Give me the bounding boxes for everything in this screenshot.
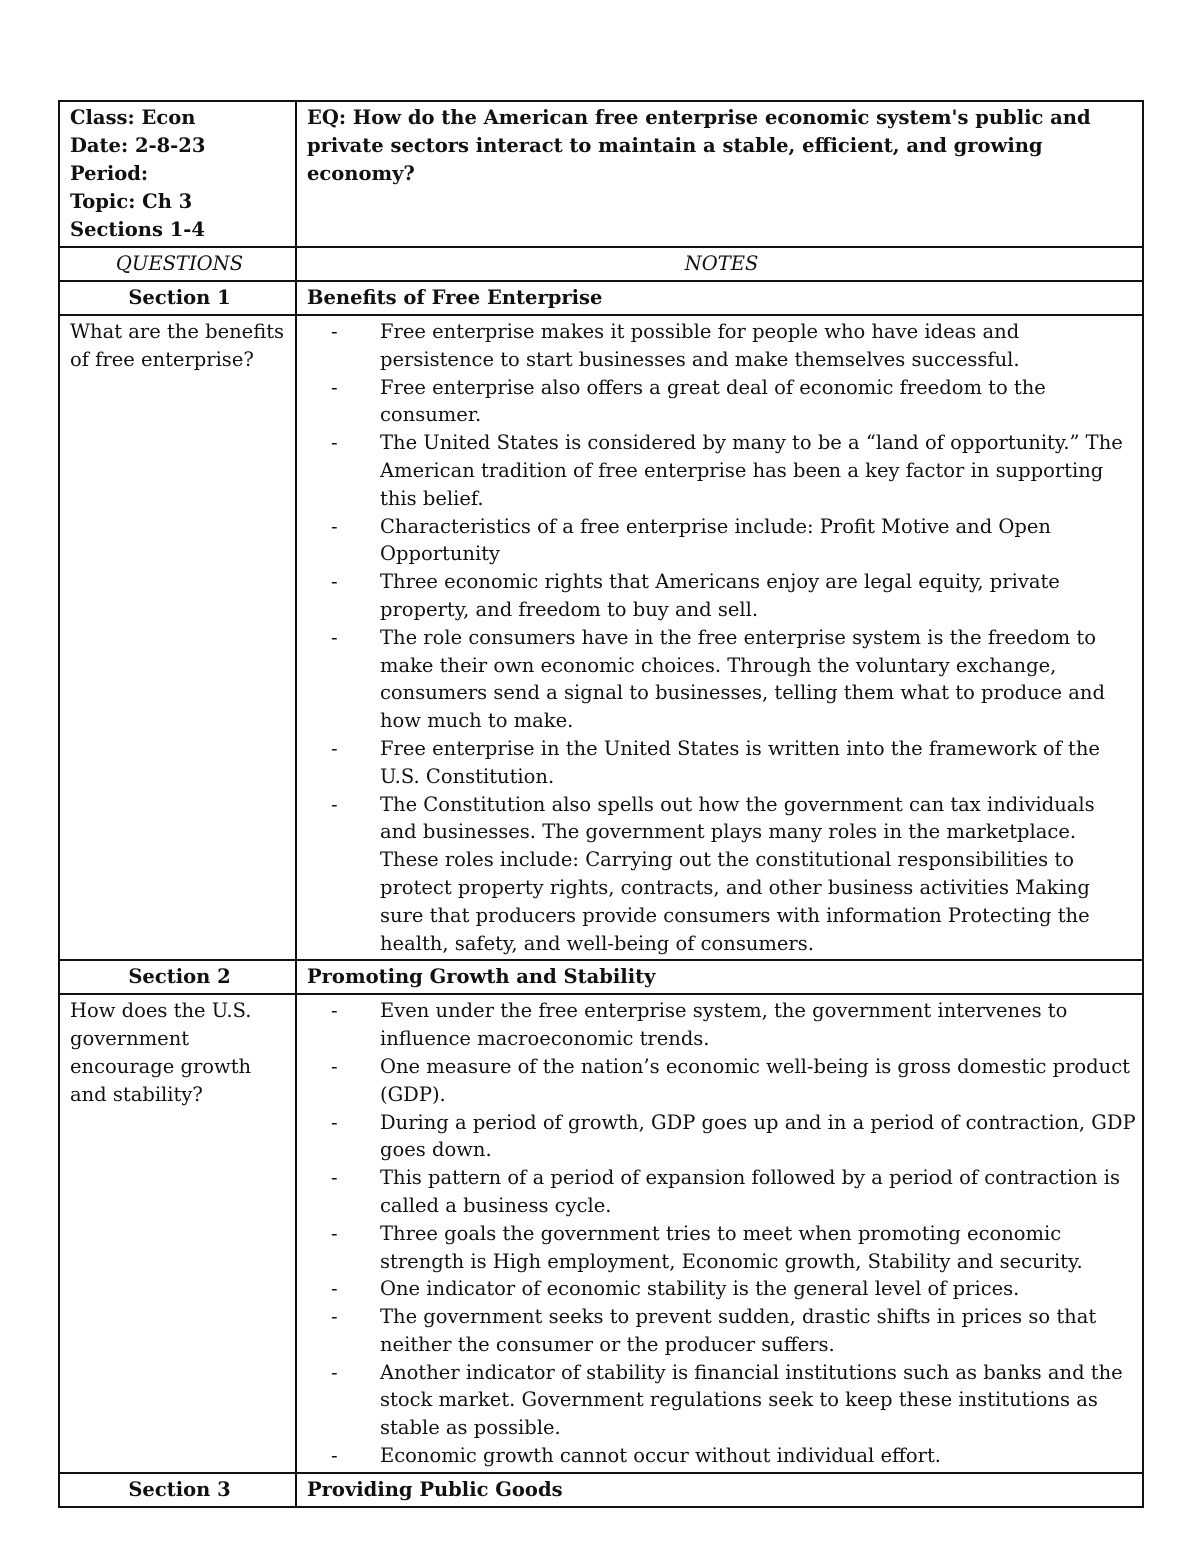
section-label: Section 3 (59, 1473, 296, 1507)
essential-question: EQ: How do the American free enterprise economic system's public and private sectors interact to maintain a stable, efficient, and growing economy? (296, 101, 1143, 247)
section-body-row (59, 994, 1143, 1473)
section-title: Promoting Growth and Stability (296, 960, 1143, 994)
note-item: - The Constitution also spells out how the government can tax individuals and businesses. The government plays many roles in the marketplace. These roles include: Carrying out the constitutional responsibilities to protect property rights, contracts, and other business activities Making sure that producers provide consumers with information Protecting the health, safety, and well-being of consumers. (331, 791, 1136, 958)
section-question: How does the U.S. government encourage growth and stability? (59, 994, 296, 1473)
note-item: - Three goals the government tries to meet when promoting economic strength is High employment, Economic growth, Stability and security. (331, 1220, 1136, 1276)
note-item: - Even under the free enterprise system, the government intervenes to influence macroeconomic trends. (331, 997, 1136, 1053)
note-item: - Free enterprise makes it possible for people who have ideas and persistence to start businesses and make themselves successful. (331, 318, 1136, 374)
header-row (59, 101, 1143, 247)
note-item: - Another indicator of stability is financial institutions such as banks and the stock market. Government regulations seek to keep these institutions as stable as possible. (331, 1359, 1136, 1442)
note-item: - Free enterprise also offers a great deal of economic freedom to the consumer. (331, 374, 1136, 430)
section-label: Section 2 (59, 960, 296, 994)
note-item: - Three economic rights that Americans enjoy are legal equity, private property, and freedom to buy and sell. (331, 568, 1136, 624)
section-label: Section 1 (59, 281, 296, 315)
note-item: - This pattern of a period of expansion followed by a period of contraction is called a business cycle. (331, 1164, 1136, 1220)
note-item: - Characteristics of a free enterprise include: Profit Motive and Open Opportunity (331, 513, 1136, 569)
section-body-row (59, 315, 1143, 960)
section-title: Benefits of Free Enterprise (296, 281, 1143, 315)
questions-column-header: QUESTIONS (59, 247, 296, 281)
class-label: Class: Econ (70, 106, 196, 129)
notes-list (307, 997, 1136, 1470)
note-item: - One measure of the nation’s economic well-being is gross domestic product (GDP). (331, 1053, 1136, 1109)
note-item: - Economic growth cannot occur without individual effort. (331, 1442, 1136, 1470)
note-item: - The government seeks to prevent sudden, drastic shifts in prices so that neither the consumer or the producer suffers. (331, 1303, 1136, 1359)
section-header-row (59, 960, 1143, 994)
note-item: - During a period of growth, GDP goes up and in a period of contraction, GDP goes down. (331, 1109, 1136, 1165)
notes-column-header: NOTES (296, 247, 1143, 281)
header-info-cell (59, 101, 296, 247)
section-notes-cell (296, 315, 1143, 960)
topic-label: Topic: Ch 3 Sections 1-4 (70, 190, 205, 241)
period-label: Period: (70, 162, 149, 185)
notes-table (58, 100, 1144, 1508)
note-item: - The United States is considered by many to be a “land of opportunity.” The American tradition of free enterprise has been a key factor in supporting this belief. (331, 429, 1136, 512)
note-item: - The role consumers have in the free enterprise system is the freedom to make their own economic choices. Through the voluntary exchange, consumers send a signal to businesses, telling them what to produce and how much to make. (331, 624, 1136, 735)
section-question: What are the benefits of free enterprise? (59, 315, 296, 960)
section-notes-cell (296, 994, 1143, 1473)
note-item: - Free enterprise in the United States is written into the framework of the U.S. Constitution. (331, 735, 1136, 791)
section-header-row (59, 281, 1143, 315)
section-header-row (59, 1473, 1143, 1507)
note-item: - One indicator of economic stability is the general level of prices. (331, 1275, 1136, 1303)
section-title: Providing Public Goods (296, 1473, 1143, 1507)
date-label: Date: 2-8-23 (70, 134, 206, 157)
column-header-row (59, 247, 1143, 281)
notes-list (307, 318, 1136, 957)
